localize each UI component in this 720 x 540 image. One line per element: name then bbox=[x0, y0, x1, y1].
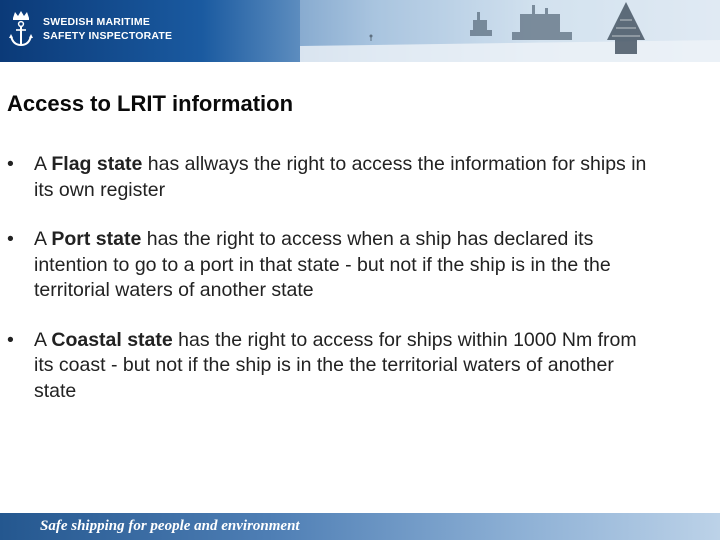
agency-name-line2: SAFETY INSPECTORATE bbox=[43, 30, 173, 42]
header-banner bbox=[0, 0, 720, 62]
bullet-text: has allways the right to access the information for ships in its own register bbox=[34, 153, 647, 201]
bullet-dot-icon: • bbox=[7, 328, 14, 351]
bullet-text: has the right to access for ships within 1000 Nm from its coast - but not if the ship is in the the territorial waters of another state bbox=[34, 328, 637, 402]
bullet-dot-icon: • bbox=[7, 153, 14, 175]
bullet-item-coastal-state bbox=[7, 328, 647, 405]
bullet-term: Flag state bbox=[51, 153, 143, 175]
agency-name-line1: SWEDISH MARITIME bbox=[43, 16, 151, 28]
bullet-dot-icon: • bbox=[7, 228, 14, 250]
footer-banner bbox=[0, 513, 720, 540]
anchor-crown-icon bbox=[6, 9, 36, 49]
footer-tagline: Safe shipping for people and environment bbox=[40, 518, 300, 534]
agency-name bbox=[43, 15, 172, 43]
agency-logo bbox=[6, 9, 206, 53]
bullet-item-port-state bbox=[7, 227, 647, 304]
bullet-item-flag-state bbox=[7, 152, 647, 203]
bullet-prefix: A bbox=[34, 328, 52, 351]
bullet-list bbox=[7, 152, 647, 428]
bullet-term: Coastal state bbox=[51, 328, 173, 351]
bullet-prefix: A bbox=[34, 153, 52, 175]
slide-title: Access to LRIT information bbox=[7, 91, 294, 116]
bullet-text: has the right to access when a ship has declared its intention to go to a port in that state - but not if the ship is in the the territorial waters of another state bbox=[34, 228, 611, 301]
bullet-term: Port state bbox=[51, 228, 142, 250]
bullet-prefix: A bbox=[34, 228, 52, 250]
